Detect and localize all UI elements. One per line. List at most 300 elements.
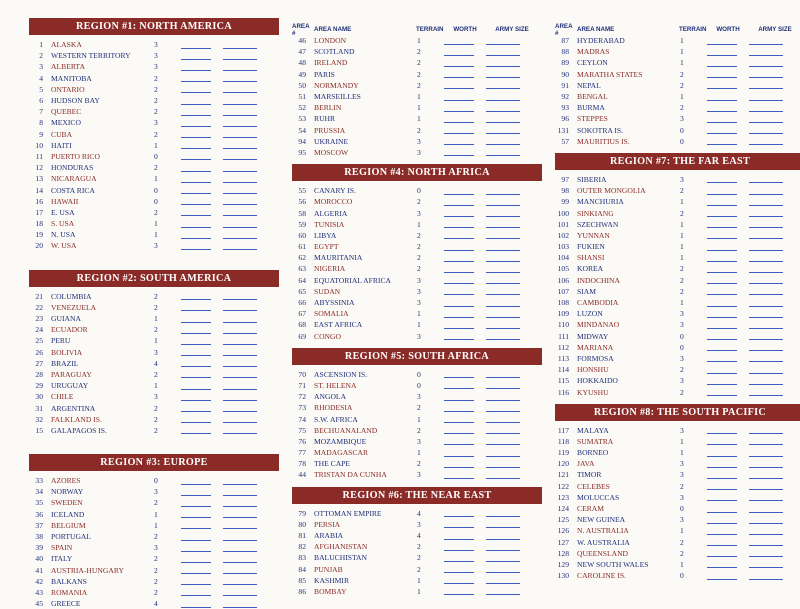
worth-blank[interactable] <box>181 108 211 116</box>
worth-blank[interactable] <box>444 115 474 123</box>
army-size-blank[interactable] <box>486 554 520 562</box>
area-number: 121 <box>557 470 569 480</box>
worth-blank[interactable] <box>707 516 737 524</box>
army-size-blank[interactable] <box>486 543 520 551</box>
worth-blank[interactable] <box>181 119 211 127</box>
army-size-blank[interactable] <box>223 499 257 507</box>
area-row <box>29 240 279 251</box>
army-size-blank[interactable] <box>223 393 257 401</box>
worth-blank[interactable] <box>707 104 737 112</box>
army-size-blank[interactable] <box>749 388 783 396</box>
army-size-blank[interactable] <box>486 332 520 340</box>
worth-blank[interactable] <box>444 471 474 479</box>
worth-blank[interactable] <box>444 220 474 228</box>
army-size-blank[interactable] <box>749 343 783 351</box>
worth-blank[interactable] <box>444 299 474 307</box>
army-size-blank[interactable] <box>486 220 520 228</box>
army-size-blank[interactable] <box>486 37 520 45</box>
worth-blank[interactable] <box>707 332 737 340</box>
worth-blank[interactable] <box>444 565 474 573</box>
army-size-blank[interactable] <box>486 393 520 401</box>
army-size-blank[interactable] <box>223 315 257 323</box>
area-row <box>555 353 800 364</box>
worth-blank[interactable] <box>707 549 737 557</box>
worth-blank[interactable] <box>181 74 211 82</box>
worth-blank[interactable] <box>181 588 211 596</box>
worth-blank[interactable] <box>444 59 474 67</box>
worth-blank[interactable] <box>707 187 737 195</box>
worth-blank[interactable] <box>444 187 474 195</box>
worth-blank[interactable] <box>444 381 474 389</box>
army-size-blank[interactable] <box>749 572 783 580</box>
army-size-blank[interactable] <box>749 505 783 513</box>
worth-blank[interactable] <box>444 209 474 217</box>
army-size-blank[interactable] <box>749 81 783 89</box>
army-size-blank[interactable] <box>749 209 783 217</box>
worth-blank[interactable] <box>444 543 474 551</box>
area-name: SINKIANG <box>577 208 614 218</box>
army-size-blank[interactable] <box>749 538 783 546</box>
worth-blank[interactable] <box>444 437 474 445</box>
worth-blank[interactable] <box>444 415 474 423</box>
army-size-blank[interactable] <box>749 93 783 101</box>
worth-blank[interactable] <box>181 555 211 563</box>
army-size-blank[interactable] <box>486 299 520 307</box>
worth-blank[interactable] <box>181 415 211 423</box>
army-size-blank[interactable] <box>223 41 257 49</box>
army-size-blank[interactable] <box>223 382 257 390</box>
worth-blank[interactable] <box>444 93 474 101</box>
army-size-blank[interactable] <box>486 520 520 528</box>
army-size-blank[interactable] <box>486 437 520 445</box>
area-name: HOKKAIDO <box>577 376 618 386</box>
worth-blank[interactable] <box>707 449 737 457</box>
army-size-blank[interactable] <box>486 231 520 239</box>
worth-blank[interactable] <box>444 449 474 457</box>
worth-blank[interactable] <box>707 377 737 385</box>
army-size-blank[interactable] <box>749 366 783 374</box>
worth-blank[interactable] <box>444 554 474 562</box>
army-size-blank[interactable] <box>749 70 783 78</box>
worth-blank[interactable] <box>181 566 211 574</box>
army-size-blank[interactable] <box>486 137 520 145</box>
army-size-blank[interactable] <box>223 359 257 367</box>
terrain-value: 1 <box>680 36 684 46</box>
army-size-blank[interactable] <box>749 37 783 45</box>
worth-blank[interactable] <box>444 509 474 517</box>
worth-blank[interactable] <box>444 37 474 45</box>
worth-blank[interactable] <box>181 292 211 300</box>
terrain-value: 3 <box>154 543 158 553</box>
army-size-blank[interactable] <box>749 354 783 362</box>
worth-blank[interactable] <box>707 209 737 217</box>
army-size-blank[interactable] <box>223 119 257 127</box>
army-size-blank[interactable] <box>749 377 783 385</box>
army-size-blank[interactable] <box>486 370 520 378</box>
worth-blank[interactable] <box>707 126 737 134</box>
worth-blank[interactable] <box>707 59 737 67</box>
area-row <box>29 497 279 508</box>
worth-blank[interactable] <box>181 544 211 552</box>
army-size-blank[interactable] <box>486 415 520 423</box>
worth-blank[interactable] <box>707 115 737 123</box>
army-size-blank[interactable] <box>223 74 257 82</box>
worth-blank[interactable] <box>181 488 211 496</box>
area-name: CEYLON <box>577 58 608 68</box>
army-size-blank[interactable] <box>749 137 783 145</box>
army-size-blank[interactable] <box>749 48 783 56</box>
worth-blank[interactable] <box>181 208 211 216</box>
army-size-blank[interactable] <box>486 576 520 584</box>
worth-blank[interactable] <box>181 533 211 541</box>
army-size-blank[interactable] <box>749 287 783 295</box>
worth-blank[interactable] <box>181 164 211 172</box>
worth-blank[interactable] <box>444 126 474 134</box>
army-size-blank[interactable] <box>223 141 257 149</box>
worth-blank[interactable] <box>707 254 737 262</box>
worth-blank[interactable] <box>181 63 211 71</box>
worth-blank[interactable] <box>444 321 474 329</box>
worth-blank[interactable] <box>444 287 474 295</box>
worth-blank[interactable] <box>707 572 737 580</box>
army-size-blank[interactable] <box>486 93 520 101</box>
army-size-blank[interactable] <box>486 48 520 56</box>
worth-blank[interactable] <box>181 242 211 250</box>
army-size-blank[interactable] <box>749 482 783 490</box>
worth-blank[interactable] <box>181 152 211 160</box>
worth-blank[interactable] <box>444 460 474 468</box>
army-size-blank[interactable] <box>223 544 257 552</box>
worth-blank[interactable] <box>181 220 211 228</box>
worth-blank[interactable] <box>444 332 474 340</box>
army-size-blank[interactable] <box>749 449 783 457</box>
worth-blank[interactable] <box>444 137 474 145</box>
worth-blank[interactable] <box>707 93 737 101</box>
army-size-blank[interactable] <box>749 243 783 251</box>
worth-blank[interactable] <box>707 220 737 228</box>
worth-blank[interactable] <box>181 370 211 378</box>
worth-blank[interactable] <box>444 276 474 284</box>
army-size-blank[interactable] <box>486 265 520 273</box>
worth-blank[interactable] <box>444 254 474 262</box>
worth-blank[interactable] <box>444 70 474 78</box>
area-name: PORTUGAL <box>51 532 92 542</box>
army-size-blank[interactable] <box>486 59 520 67</box>
army-size-blank[interactable] <box>223 63 257 71</box>
worth-blank[interactable] <box>181 382 211 390</box>
army-size-blank[interactable] <box>486 81 520 89</box>
army-size-blank[interactable] <box>749 527 783 535</box>
area-row <box>29 380 279 391</box>
area-number: 67 <box>298 309 306 319</box>
worth-blank[interactable] <box>444 393 474 401</box>
army-size-blank[interactable] <box>486 148 520 156</box>
army-size-blank[interactable] <box>749 321 783 329</box>
area-row <box>292 380 542 391</box>
army-size-blank[interactable] <box>486 104 520 112</box>
worth-blank[interactable] <box>707 299 737 307</box>
army-size-blank[interactable] <box>749 220 783 228</box>
area-number: 39 <box>35 543 43 553</box>
worth-blank[interactable] <box>707 538 737 546</box>
army-size-blank[interactable] <box>749 104 783 112</box>
area-row <box>292 319 542 330</box>
army-size-blank[interactable] <box>223 588 257 596</box>
army-size-blank[interactable] <box>223 303 257 311</box>
area-number: 116 <box>557 387 569 397</box>
worth-blank[interactable] <box>444 198 474 206</box>
army-size-blank[interactable] <box>486 126 520 134</box>
worth-blank[interactable] <box>707 37 737 45</box>
worth-blank[interactable] <box>444 576 474 584</box>
terrain-value: 0 <box>680 331 684 341</box>
army-size-blank[interactable] <box>223 164 257 172</box>
army-size-blank[interactable] <box>749 560 783 568</box>
worth-blank[interactable] <box>444 243 474 251</box>
army-size-blank[interactable] <box>223 85 257 93</box>
worth-blank[interactable] <box>181 404 211 412</box>
army-size-blank[interactable] <box>223 533 257 541</box>
area-number: 96 <box>561 114 569 124</box>
worth-blank[interactable] <box>444 48 474 56</box>
army-size-blank[interactable] <box>223 404 257 412</box>
army-size-blank[interactable] <box>486 426 520 434</box>
army-size-blank[interactable] <box>486 460 520 468</box>
area-number: 8 <box>39 118 43 128</box>
worth-blank[interactable] <box>707 310 737 318</box>
worth-blank[interactable] <box>707 175 737 183</box>
army-size-blank[interactable] <box>749 175 783 183</box>
army-size-blank[interactable] <box>486 310 520 318</box>
army-size-blank[interactable] <box>223 231 257 239</box>
army-size-blank[interactable] <box>749 516 783 524</box>
worth-blank[interactable] <box>444 310 474 318</box>
area-name: ALGERIA <box>314 208 348 218</box>
army-size-blank[interactable] <box>749 437 783 445</box>
terrain-value: 1 <box>680 298 684 308</box>
army-size-blank[interactable] <box>486 471 520 479</box>
army-size-blank[interactable] <box>749 332 783 340</box>
worth-blank[interactable] <box>707 426 737 434</box>
worth-blank[interactable] <box>181 231 211 239</box>
army-size-blank[interactable] <box>486 254 520 262</box>
worth-blank[interactable] <box>181 41 211 49</box>
worth-blank[interactable] <box>444 520 474 528</box>
worth-blank[interactable] <box>707 343 737 351</box>
army-size-blank[interactable] <box>223 292 257 300</box>
worth-blank[interactable] <box>707 265 737 273</box>
worth-blank[interactable] <box>707 137 737 145</box>
worth-blank[interactable] <box>444 370 474 378</box>
army-size-blank[interactable] <box>223 242 257 250</box>
worth-blank[interactable] <box>707 243 737 251</box>
worth-blank[interactable] <box>181 52 211 60</box>
worth-blank[interactable] <box>707 287 737 295</box>
army-size-blank[interactable] <box>486 532 520 540</box>
army-size-blank[interactable] <box>223 555 257 563</box>
army-size-blank[interactable] <box>223 348 257 356</box>
worth-blank[interactable] <box>181 97 211 105</box>
area-name: HAITI <box>51 140 72 150</box>
worth-blank[interactable] <box>707 527 737 535</box>
worth-blank[interactable] <box>707 366 737 374</box>
worth-blank[interactable] <box>181 197 211 205</box>
area-name: HYDERABAD <box>577 36 625 46</box>
army-size-blank[interactable] <box>749 549 783 557</box>
worth-blank[interactable] <box>707 560 737 568</box>
terrain-value: 2 <box>154 73 158 83</box>
area-row <box>292 413 542 424</box>
area-name: OUTER MONGOLIA <box>577 186 646 196</box>
army-size-blank[interactable] <box>486 565 520 573</box>
worth-blank[interactable] <box>707 471 737 479</box>
worth-blank[interactable] <box>181 521 211 529</box>
area-name: MAURITIUS IS. <box>577 136 630 146</box>
worth-blank[interactable] <box>181 426 211 434</box>
worth-blank[interactable] <box>444 404 474 412</box>
worth-blank[interactable] <box>181 141 211 149</box>
worth-blank[interactable] <box>181 186 211 194</box>
worth-blank[interactable] <box>444 81 474 89</box>
army-size-blank[interactable] <box>223 175 257 183</box>
worth-blank[interactable] <box>707 81 737 89</box>
area-name: NICARAGUA <box>51 174 97 184</box>
worth-blank[interactable] <box>707 276 737 284</box>
army-size-blank[interactable] <box>749 276 783 284</box>
army-size-blank[interactable] <box>486 321 520 329</box>
army-size-blank[interactable] <box>486 449 520 457</box>
army-size-blank[interactable] <box>749 59 783 67</box>
worth-blank[interactable] <box>181 85 211 93</box>
army-size-blank[interactable] <box>749 265 783 273</box>
army-size-blank[interactable] <box>486 509 520 517</box>
army-size-blank[interactable] <box>749 198 783 206</box>
area-number: 14 <box>35 185 43 195</box>
army-size-blank[interactable] <box>223 326 257 334</box>
army-size-blank[interactable] <box>223 521 257 529</box>
worth-blank[interactable] <box>707 493 737 501</box>
worth-blank[interactable] <box>707 460 737 468</box>
army-size-blank[interactable] <box>223 415 257 423</box>
army-size-blank[interactable] <box>223 220 257 228</box>
worth-blank[interactable] <box>181 303 211 311</box>
worth-blank[interactable] <box>181 510 211 518</box>
worth-blank[interactable] <box>444 265 474 273</box>
area-number: 2 <box>39 51 43 61</box>
army-size-blank[interactable] <box>486 243 520 251</box>
army-size-blank[interactable] <box>223 52 257 60</box>
area-number: 49 <box>298 69 306 79</box>
worth-blank[interactable] <box>444 231 474 239</box>
worth-blank[interactable] <box>707 437 737 445</box>
army-size-blank[interactable] <box>223 370 257 378</box>
worth-blank[interactable] <box>181 477 211 485</box>
area-number: 91 <box>561 80 569 90</box>
worth-blank[interactable] <box>444 426 474 434</box>
worth-blank[interactable] <box>707 482 737 490</box>
army-size-blank[interactable] <box>749 471 783 479</box>
army-size-blank[interactable] <box>223 337 257 345</box>
worth-blank[interactable] <box>707 321 737 329</box>
worth-blank[interactable] <box>181 577 211 585</box>
army-size-blank[interactable] <box>486 287 520 295</box>
army-size-blank[interactable] <box>223 577 257 585</box>
army-size-blank[interactable] <box>749 493 783 501</box>
army-size-blank[interactable] <box>486 209 520 217</box>
army-size-blank[interactable] <box>486 70 520 78</box>
army-size-blank[interactable] <box>749 187 783 195</box>
worth-blank[interactable] <box>444 532 474 540</box>
army-size-blank[interactable] <box>223 566 257 574</box>
army-size-blank[interactable] <box>749 115 783 123</box>
terrain-value: 2 <box>417 230 421 240</box>
army-size-blank[interactable] <box>749 299 783 307</box>
worth-blank[interactable] <box>181 315 211 323</box>
worth-blank[interactable] <box>181 337 211 345</box>
army-size-blank[interactable] <box>223 208 257 216</box>
army-size-blank[interactable] <box>223 186 257 194</box>
worth-blank[interactable] <box>181 359 211 367</box>
worth-blank[interactable] <box>707 231 737 239</box>
army-size-blank[interactable] <box>486 115 520 123</box>
army-size-blank[interactable] <box>486 404 520 412</box>
worth-blank[interactable] <box>707 354 737 362</box>
terrain-value: 3 <box>680 376 684 386</box>
worth-blank[interactable] <box>181 175 211 183</box>
army-size-blank[interactable] <box>223 130 257 138</box>
worth-blank[interactable] <box>181 393 211 401</box>
worth-blank[interactable] <box>444 587 474 595</box>
army-size-blank[interactable] <box>749 310 783 318</box>
worth-blank[interactable] <box>181 326 211 334</box>
army-size-blank[interactable] <box>749 460 783 468</box>
army-size-blank[interactable] <box>223 477 257 485</box>
army-size-blank[interactable] <box>223 488 257 496</box>
area-row <box>29 475 279 486</box>
army-size-blank[interactable] <box>749 231 783 239</box>
army-size-blank[interactable] <box>749 426 783 434</box>
army-size-blank[interactable] <box>223 152 257 160</box>
army-size-blank[interactable] <box>749 254 783 262</box>
army-size-blank[interactable] <box>223 108 257 116</box>
worth-blank[interactable] <box>181 348 211 356</box>
area-number: 37 <box>35 520 43 530</box>
worth-blank[interactable] <box>707 70 737 78</box>
terrain-value: 2 <box>680 365 684 375</box>
worth-blank[interactable] <box>444 148 474 156</box>
army-size-blank[interactable] <box>486 198 520 206</box>
army-size-blank[interactable] <box>486 187 520 195</box>
worth-blank[interactable] <box>707 48 737 56</box>
army-size-blank[interactable] <box>223 197 257 205</box>
area-number: 25 <box>35 336 43 346</box>
worth-blank[interactable] <box>444 104 474 112</box>
header-worth: WORTH <box>716 26 740 33</box>
army-size-blank[interactable] <box>486 276 520 284</box>
army-size-blank[interactable] <box>486 587 520 595</box>
army-size-blank[interactable] <box>223 510 257 518</box>
army-size-blank[interactable] <box>223 97 257 105</box>
worth-blank[interactable] <box>707 388 737 396</box>
army-size-blank[interactable] <box>486 381 520 389</box>
army-size-blank[interactable] <box>749 126 783 134</box>
worth-blank[interactable] <box>181 499 211 507</box>
area-row <box>555 525 800 536</box>
worth-blank[interactable] <box>181 130 211 138</box>
worth-blank[interactable] <box>707 198 737 206</box>
army-size-blank[interactable] <box>223 426 257 434</box>
worth-blank[interactable] <box>707 505 737 513</box>
